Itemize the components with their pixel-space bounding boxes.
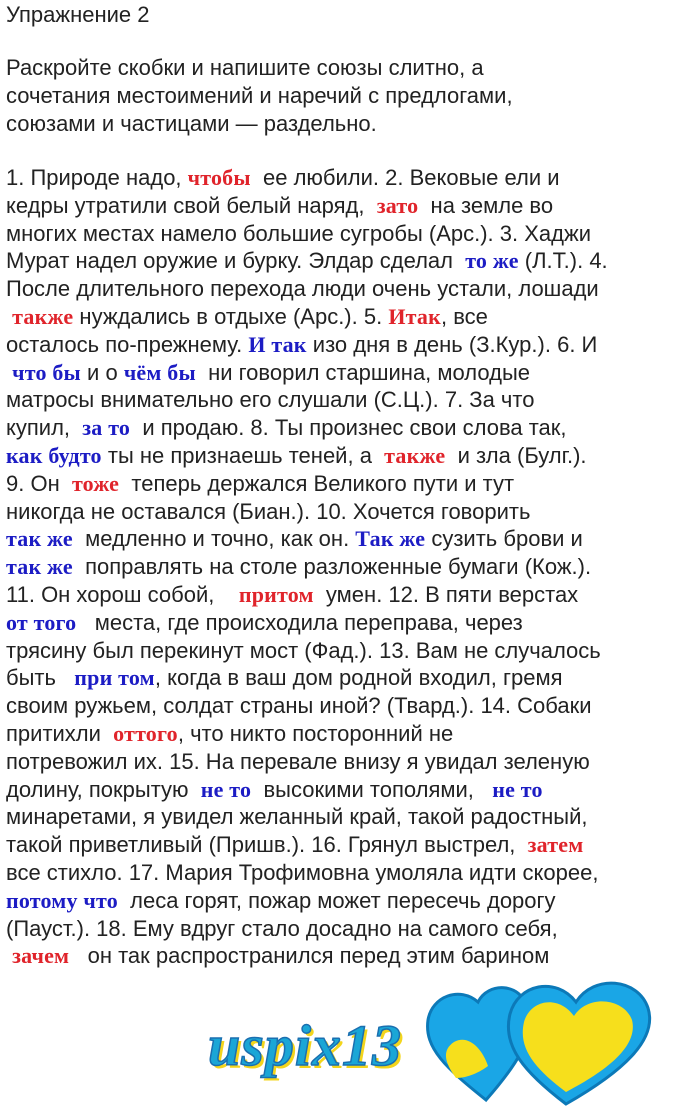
exercise-text-segment: долину, покрытую xyxy=(6,776,201,802)
exercise-line xyxy=(6,192,608,220)
exercise-text-segment: 9. Он xyxy=(6,470,72,496)
answer-word: Так же xyxy=(355,526,426,552)
exercise-text-segment: минаретами, я увидел желанный край, такой радостный, xyxy=(6,804,588,830)
exercise-text-segment: места, где происходила переправа, через xyxy=(76,609,523,635)
exercise-text-segment: своим ружьем, солдат страны иной? (Твард.). 14. Собаки xyxy=(6,693,592,719)
exercise-text-segment: матросы внимательно его слушали (С.Ц.). 7. За что xyxy=(6,387,535,413)
exercise-text-segment: трясину был перекинут мост (Фад.). 13. Вам не случалось xyxy=(6,637,601,663)
exercise-line xyxy=(6,692,608,720)
page-title: Упражнение 2 xyxy=(6,2,150,27)
instruction-text xyxy=(6,54,513,138)
answer-word: чём бы xyxy=(123,359,196,385)
answer-word: при том xyxy=(74,665,155,691)
exercise-line xyxy=(6,386,608,414)
exercise-line xyxy=(6,525,608,553)
exercise-text-segment: притихли xyxy=(6,720,114,746)
exercise-line xyxy=(6,303,608,331)
watermark-uspix13: uspix13 xyxy=(208,1013,402,1078)
exercise-text-segment: и продаю. 8. Ты произнес свои слова так, xyxy=(130,415,567,441)
exercise-text-segment: После длительного перехода люди очень устали, лошади xyxy=(6,276,599,302)
exercise-text-segment: 11. Он хорош собой, xyxy=(6,581,239,607)
exercise-text-segment: потревожил их. 15. На перевале внизу я увидал зеленую xyxy=(6,748,590,774)
answer-word: не то xyxy=(200,776,252,802)
exercise-text-segment: , когда в ваш дом родной входил, гремя xyxy=(154,665,563,691)
exercise-text-segment: ни говорил старшина, молодые xyxy=(195,359,531,385)
exercise-text-segment: осталось по-прежнему. xyxy=(6,331,249,357)
answer-word: от того xyxy=(6,609,77,635)
exercise-text-segment: он так распространился перед этим барином xyxy=(69,943,550,969)
answer-word: что бы xyxy=(12,359,81,385)
exercise-line xyxy=(6,275,608,303)
answer-word: зато xyxy=(376,192,419,218)
exercise-line xyxy=(6,637,608,665)
exercise-text-segment: нуждались в отдыхе (Арс.). 5. xyxy=(73,303,389,329)
answer-word: так же xyxy=(6,526,73,552)
answer-word: И так xyxy=(248,331,307,357)
exercise-text-segment: быть xyxy=(6,665,75,691)
answer-word: то же xyxy=(465,248,519,274)
hearts-logo xyxy=(416,968,666,1108)
exercise-line xyxy=(6,498,608,526)
exercise-text-segment: ее любили. 2. Вековые ели и xyxy=(250,165,560,190)
exercise-text-segment: на земле во xyxy=(418,192,554,218)
exercise-line xyxy=(6,553,608,581)
exercise-text-segment: 1. Природе надо, xyxy=(6,165,188,190)
exercise-line xyxy=(6,164,608,192)
exercise-line xyxy=(6,581,608,609)
exercise-line xyxy=(6,748,608,776)
instruction-line: сочетания местоимений и наречий с предлогами, xyxy=(6,83,513,108)
exercise-line xyxy=(6,776,608,804)
exercise-text xyxy=(6,164,608,970)
exercise-text-segment: никогда не оставался (Биан.). 10. Хочется говорить xyxy=(6,498,531,524)
answer-word: зачем xyxy=(12,943,70,969)
exercise-line xyxy=(6,803,608,831)
exercise-text-segment: и о xyxy=(80,359,124,385)
exercise-line xyxy=(6,609,608,637)
exercise-text-segment: купил, xyxy=(6,415,83,441)
exercise-text-segment: изо дня в день (З.Кур.). 6. И xyxy=(306,331,598,357)
exercise-text-segment: медленно и точно, как он. xyxy=(72,526,356,552)
exercise-line xyxy=(6,220,608,248)
answer-word: затем xyxy=(527,832,584,858)
exercise-line xyxy=(6,831,608,859)
answer-word: тоже xyxy=(71,470,120,496)
answer-word: чтобы xyxy=(187,165,251,190)
exercise-line xyxy=(6,470,608,498)
exercise-text-segment: умен. 12. В пяти верстах xyxy=(313,581,579,607)
exercise-line xyxy=(6,442,608,470)
exercise-line xyxy=(6,359,608,387)
answer-word: потому что xyxy=(6,887,118,913)
exercise-text-segment: кедры утратили свой белый наряд, xyxy=(6,192,377,218)
answer-word: также xyxy=(384,442,446,468)
instruction-line: Раскройте скобки и напишите союзы слитно, а xyxy=(6,55,484,80)
exercise-line xyxy=(6,247,608,275)
answer-word: как будто xyxy=(6,442,102,468)
exercise-line xyxy=(6,664,608,692)
exercise-text-segment: (Л.Т.). 4. xyxy=(518,248,608,274)
exercise-line xyxy=(6,331,608,359)
exercise-line xyxy=(6,942,608,970)
exercise-text-segment: многих местах намело большие сугробы (Арс.). 3. Хаджи xyxy=(6,220,591,246)
answer-word: Итак xyxy=(388,303,441,329)
exercise-text-segment: теперь держался Великого пути и тут xyxy=(119,470,515,496)
exercise-text-segment: , что никто посторонний не xyxy=(177,720,454,746)
exercise-line xyxy=(6,887,608,915)
exercise-text-segment: и зла (Булг.). xyxy=(445,442,587,468)
exercise-text-segment: сузить брови и xyxy=(425,526,583,552)
answer-word: не то xyxy=(492,776,543,802)
exercise-text-segment: леса горят, пожар может пересечь дорогу xyxy=(117,887,556,913)
exercise-text-segment: такой приветливый (Пришв.). 16. Грянул выстрел, xyxy=(6,832,528,858)
exercise-line xyxy=(6,720,608,748)
heart-icon-yellow xyxy=(508,983,649,1104)
exercise-text-segment: (Пауст.). 18. Ему вдруг стало досадно на самого себя, xyxy=(6,915,558,941)
exercise-text-segment: высокими тополями, xyxy=(251,776,493,802)
answer-word: притом xyxy=(238,581,314,607)
exercise-text-segment: ты не признаешь теней, а xyxy=(101,442,385,468)
answer-word: за то xyxy=(82,415,131,441)
instruction-line: союзами и частицами — раздельно. xyxy=(6,111,377,136)
exercise-text-segment: все стихло. 17. Мария Трофимовна умоляла идти скорее, xyxy=(6,859,599,885)
exercise-line xyxy=(6,915,608,943)
exercise-text-segment: , все xyxy=(441,303,488,329)
exercise-text-segment: поправлять на столе разложенные бумаги (Кож.). xyxy=(72,554,592,580)
answer-word: также xyxy=(12,303,74,329)
exercise-line xyxy=(6,414,608,442)
exercise-text-segment: Мурат надел оружие и бурку. Элдар сделал xyxy=(6,248,466,274)
answer-word: так же xyxy=(6,554,73,580)
answer-word: оттого xyxy=(113,720,178,746)
exercise-line xyxy=(6,859,608,887)
